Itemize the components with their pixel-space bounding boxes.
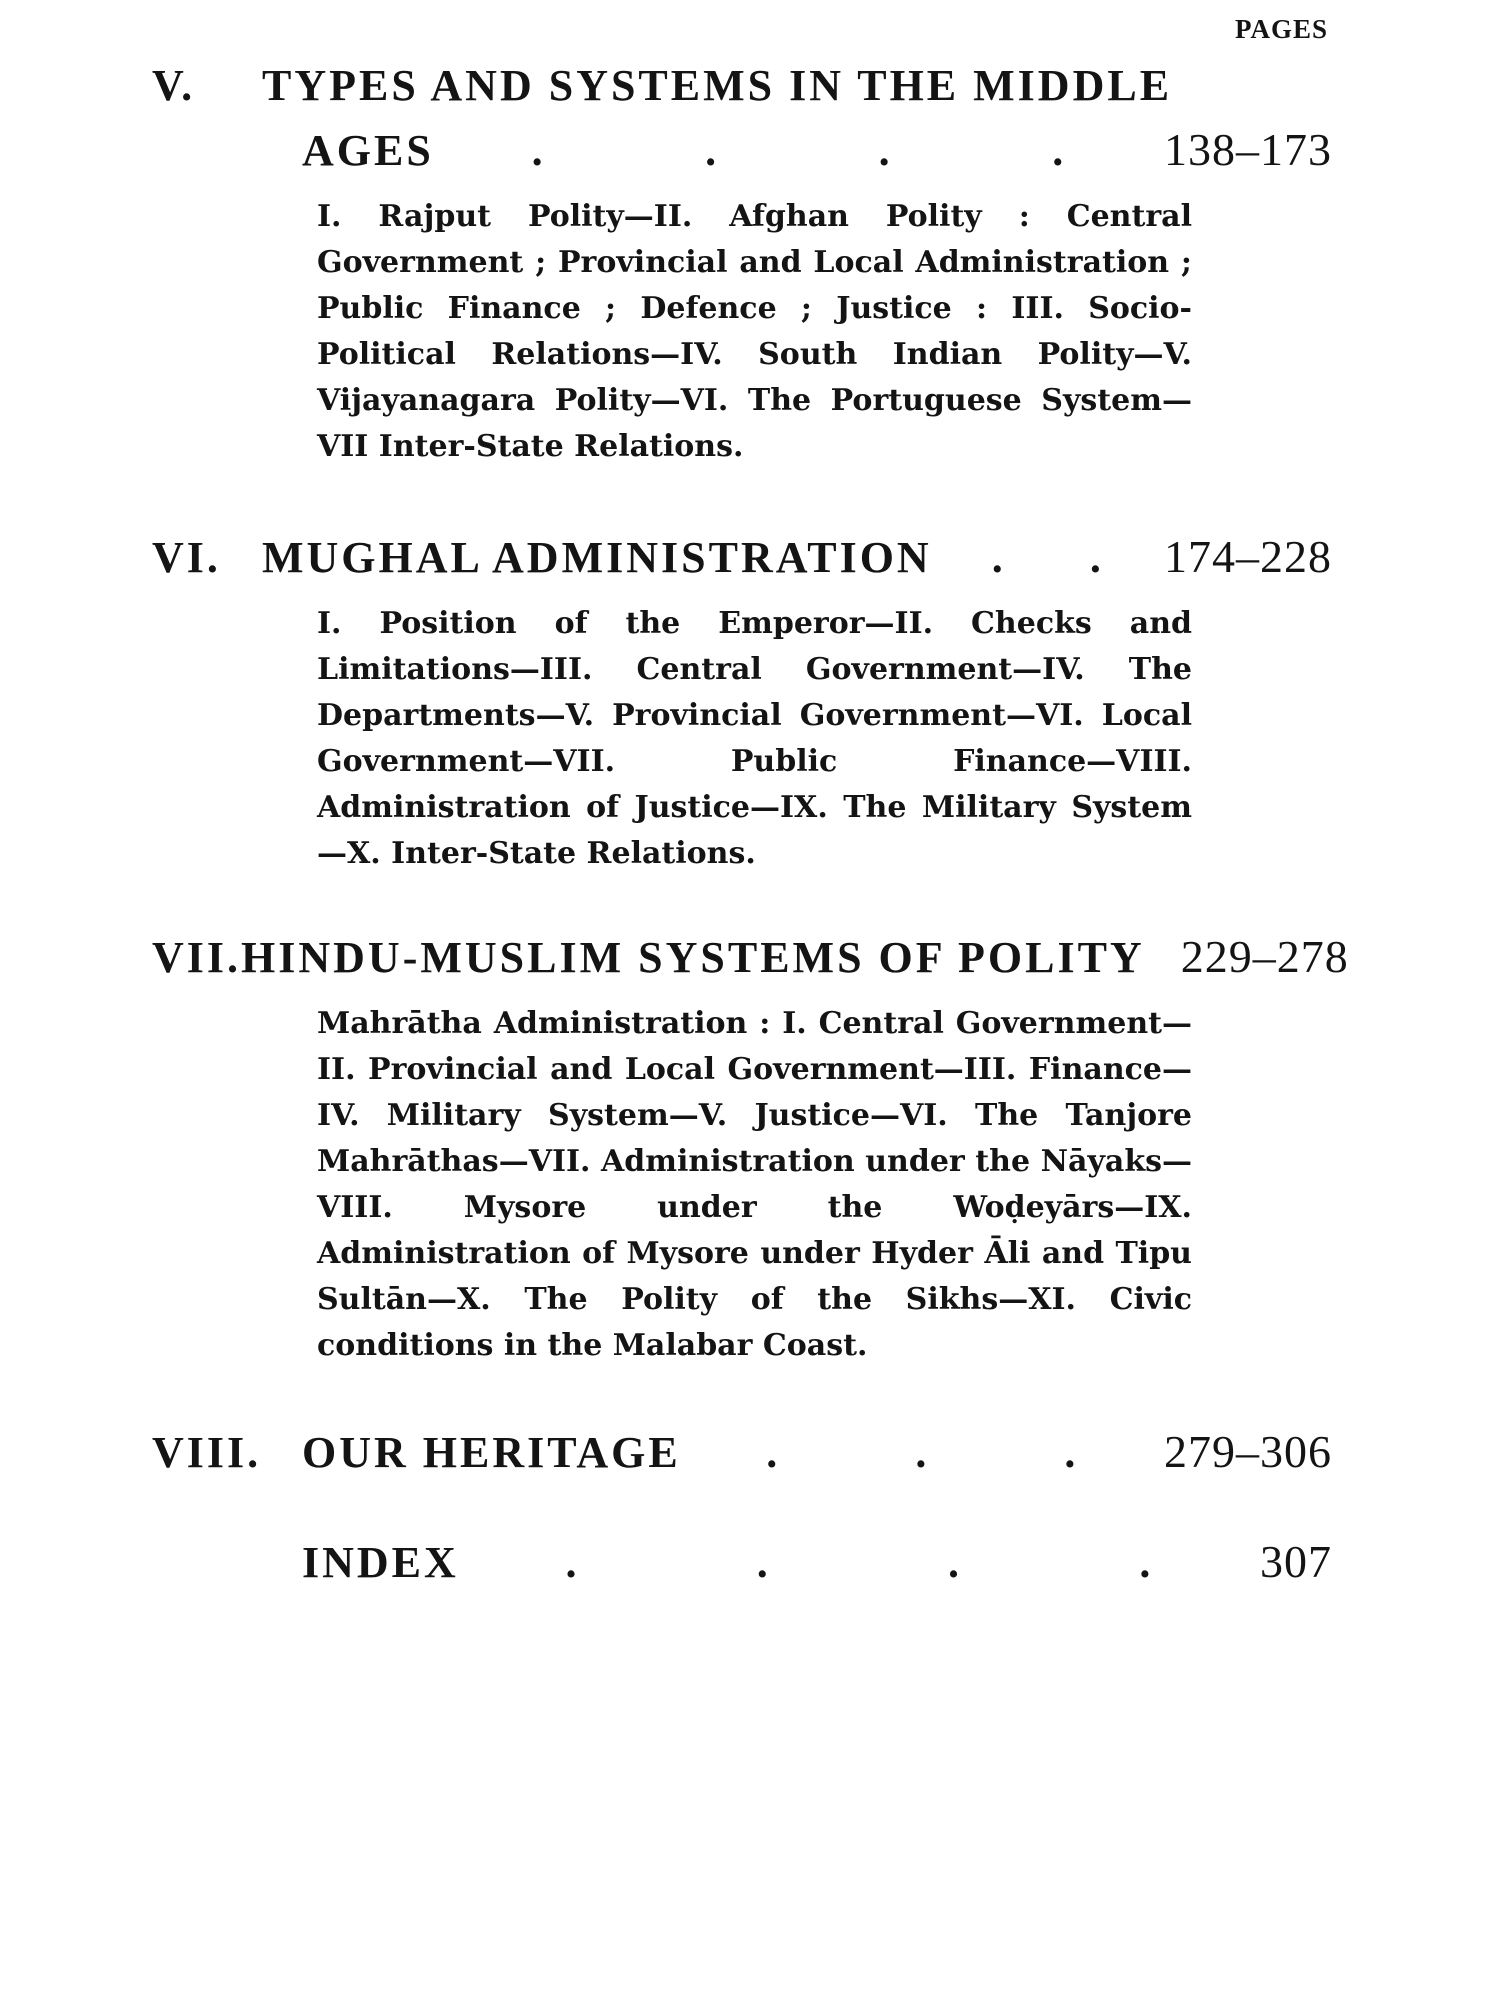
chapter-title: MUGHAL ADMINISTRATION bbox=[262, 533, 932, 582]
chapter-heading bbox=[152, 1425, 1332, 1478]
chapter-heading bbox=[152, 930, 1349, 983]
pages-column-label: PAGES bbox=[1234, 14, 1328, 44]
chapter-title-line2: AGES bbox=[302, 126, 434, 175]
index-title: INDEX bbox=[302, 1538, 459, 1587]
dot-leader: . . . . bbox=[565, 1538, 1154, 1587]
chapter-title-line1: TYPES AND SYSTEMS IN THE MIDDLE bbox=[262, 61, 1173, 110]
chapter-numeral: VI. bbox=[152, 533, 221, 582]
chapter-heading bbox=[152, 530, 1332, 583]
chapter-title: OUR HERITAGE bbox=[302, 1428, 681, 1477]
dot-leader: . . . bbox=[766, 1428, 1079, 1477]
chapter-numeral: VIII. bbox=[152, 1428, 262, 1477]
toc-entry-vii bbox=[152, 930, 1349, 1369]
chapter-title-continuation bbox=[152, 123, 1332, 176]
chapter-summary: I. Rajput Polity—II. Afghan Polity : Central Government ; Provincial and Local Administration ; Public Finance ; Defence ; Justice : III. Socio-Political Relations—IV. South Indian Polity—V. Vijayanagara Polity—VI. The Portuguese System—VII Inter-State Relations. bbox=[317, 199, 1192, 464]
toc-entry-index bbox=[152, 1535, 1332, 1588]
chapter-summary: I. Position of the Emperor—II. Checks and Limitations—III. Central Government—IV. The Departments—V. Provincial Government—VI. Local Government—VII. Public Finance—VIII. Administration of Justice—IX. The Military System—X. Inter-State Relations. bbox=[317, 606, 1192, 871]
chapter-numeral: V. bbox=[152, 61, 196, 110]
page-range: 174–228 bbox=[1164, 531, 1332, 582]
page-range: 229–278 bbox=[1180, 931, 1349, 982]
chapter-heading bbox=[152, 60, 1332, 111]
toc-entry-viii bbox=[152, 1425, 1332, 1478]
dot-leader: . . bbox=[991, 533, 1104, 582]
chapter-numeral: VII. bbox=[152, 933, 242, 982]
toc-entry-vi bbox=[152, 530, 1332, 877]
dot-leader: . . . . bbox=[531, 126, 1067, 175]
toc-entry-v bbox=[152, 60, 1332, 470]
page-range: 138–173 bbox=[1164, 124, 1332, 175]
chapter-title: HINDU-MUSLIM SYSTEMS OF POLITY bbox=[241, 933, 1145, 982]
index-heading bbox=[152, 1535, 1332, 1588]
index-page: 307 bbox=[1260, 1536, 1332, 1587]
chapter-summary: Mahrātha Administration : I. Central Government—II. Provincial and Local Government—III. Finance—IV. Military System—V. Justice—VI. The Tanjore Mahrāthas—VII. Administration under the Nāyaks—VIII. Mysore under the Woḍeyārs—IX. Administration of Mysore under Hyder Āli and Tipu Sultān—X. The Polity of the Sikhs—XI. Civic conditions in the Malabar Coast. bbox=[317, 1006, 1192, 1363]
page-range: 279–306 bbox=[1164, 1426, 1332, 1477]
